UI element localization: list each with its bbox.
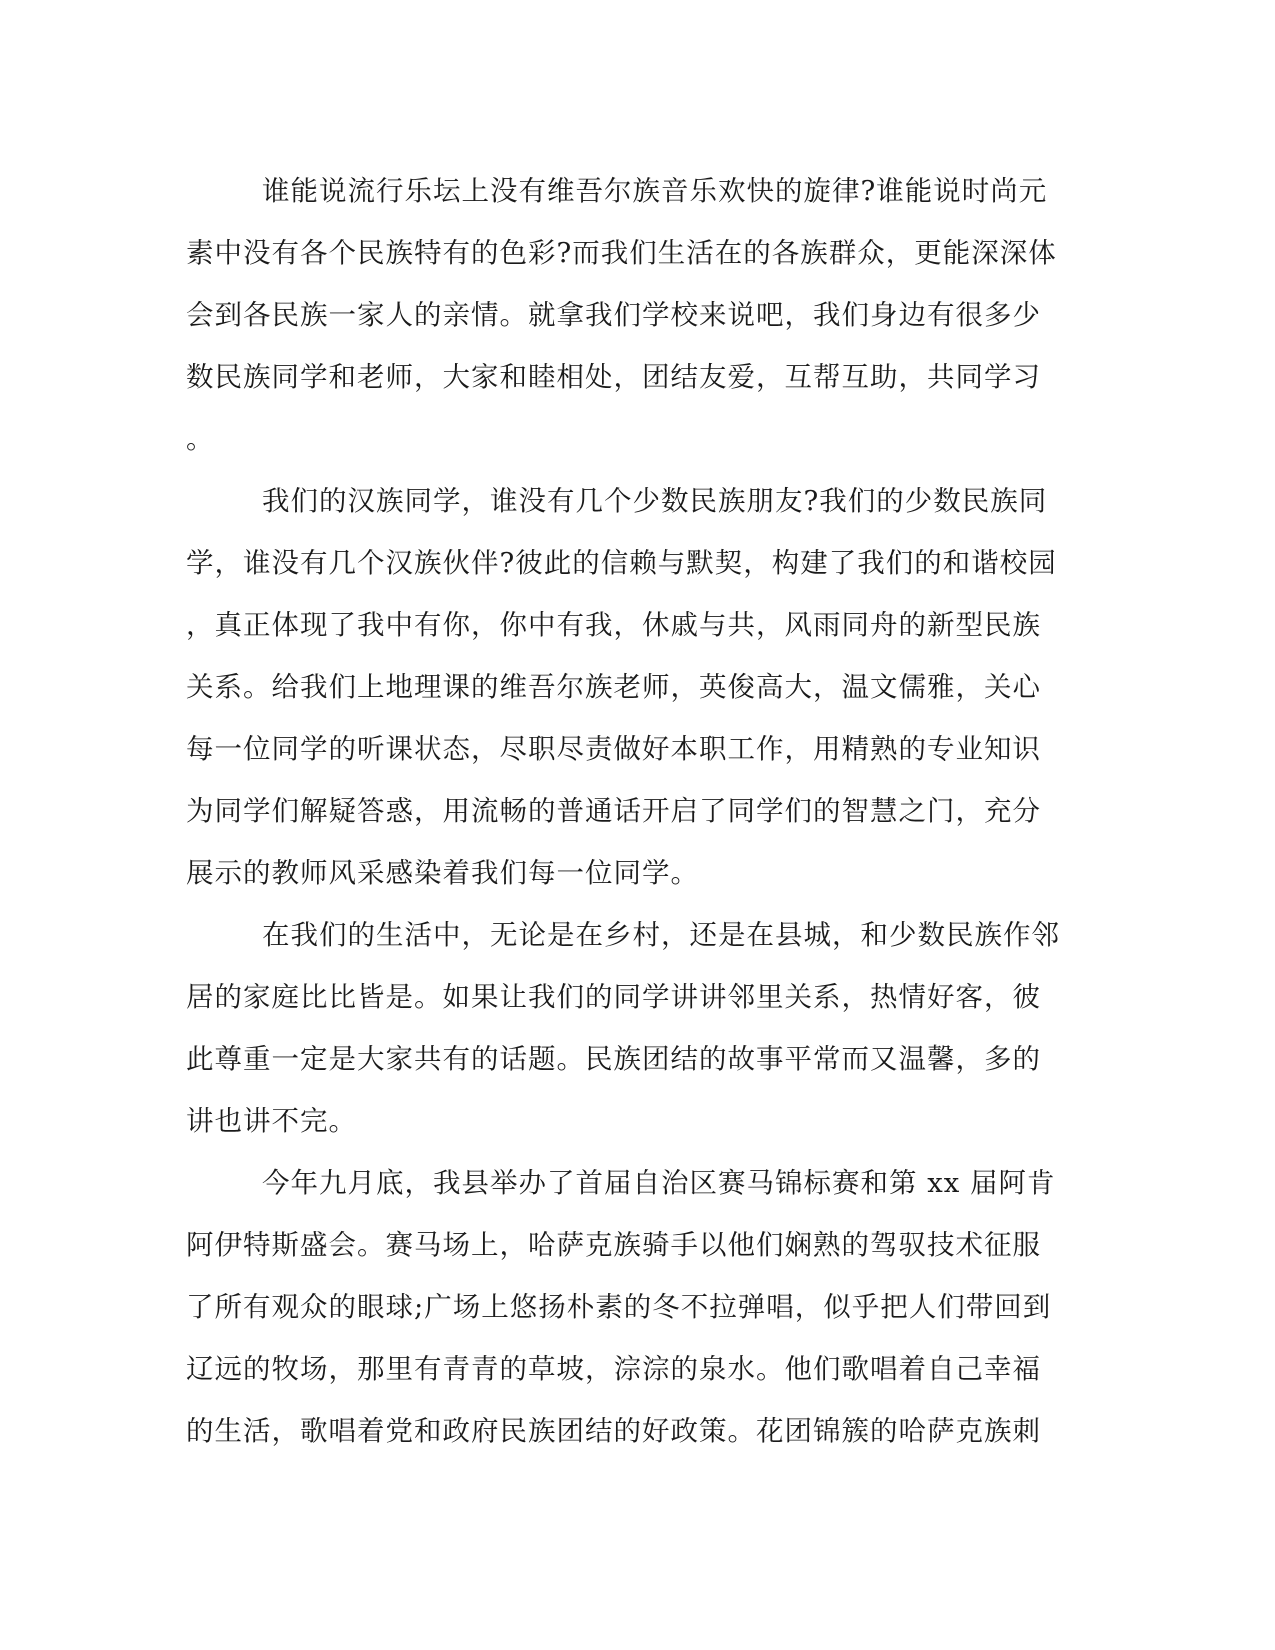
text-line: 辽远的牧场，那里有青青的草坡，淙淙的泉水。他们歌唱着自己幸福 [186,1353,1041,1385]
text-line: 阿伊特斯盛会。赛马场上，哈萨克族骑手以他们娴熟的驾驭技术征服 [186,1229,1041,1261]
text-line: 在我们的生活中，无论是在乡村，还是在县城，和少数民族作邻 [262,919,1060,951]
text-line: 展示的教师风采感染着我们每一位同学。 [186,857,699,889]
text-line: 我们的汉族同学，谁没有几个少数民族朋友?我们的少数民族同 [262,485,1048,517]
text-line: 居的家庭比比皆是。如果让我们的同学讲讲邻里关系，热情好客，彼 [186,981,1041,1013]
text-line: 学，谁没有几个汉族伙伴?彼此的信赖与默契，构建了我们的和谐校园 [186,547,1057,579]
text-line: 关系。给我们上地理课的维吾尔族老师，英俊高大，温文儒雅，关心 [186,671,1041,703]
text-line: 。 [186,423,215,455]
text-line: 数民族同学和老师，大家和睦相处，团结友爱，互帮互助，共同学习 [186,361,1041,393]
text-line: 素中没有各个民族特有的色彩?而我们生活在的各族群众，更能深深体 [186,237,1057,269]
text-line: 谁能说流行乐坛上没有维吾尔族音乐欢快的旋律?谁能说时尚元 [262,175,1048,207]
body-text [186,160,1086,1462]
text-line: 了所有观众的眼球;广场上悠扬朴素的冬不拉弹唱，似乎把人们带回到 [186,1291,1052,1323]
text-line: 的生活，歌唱着党和政府民族团结的好政策。花团锦簇的哈萨克族刺 [186,1415,1041,1447]
text-line: 为同学们解疑答惑，用流畅的普通话开启了同学们的智慧之门，充分 [186,795,1041,827]
text-line: 此尊重一定是大家共有的话题。民族团结的故事平常而又温馨，多的 [186,1043,1041,1075]
text-line: 讲也讲不完。 [186,1105,357,1137]
text-line: 会到各民族一家人的亲情。就拿我们学校来说吧，我们身边有很多少 [186,299,1041,331]
text-line: 每一位同学的听课状态，尽职尽责做好本职工作，用精熟的专业知识 [186,733,1041,765]
text-line: ，真正体现了我中有你，你中有我，休戚与共，风雨同舟的新型民族 [186,609,1041,641]
text-line: 今年九月底，我县举办了首届自治区赛马锦标赛和第 xx 届阿肯 [262,1167,1056,1199]
